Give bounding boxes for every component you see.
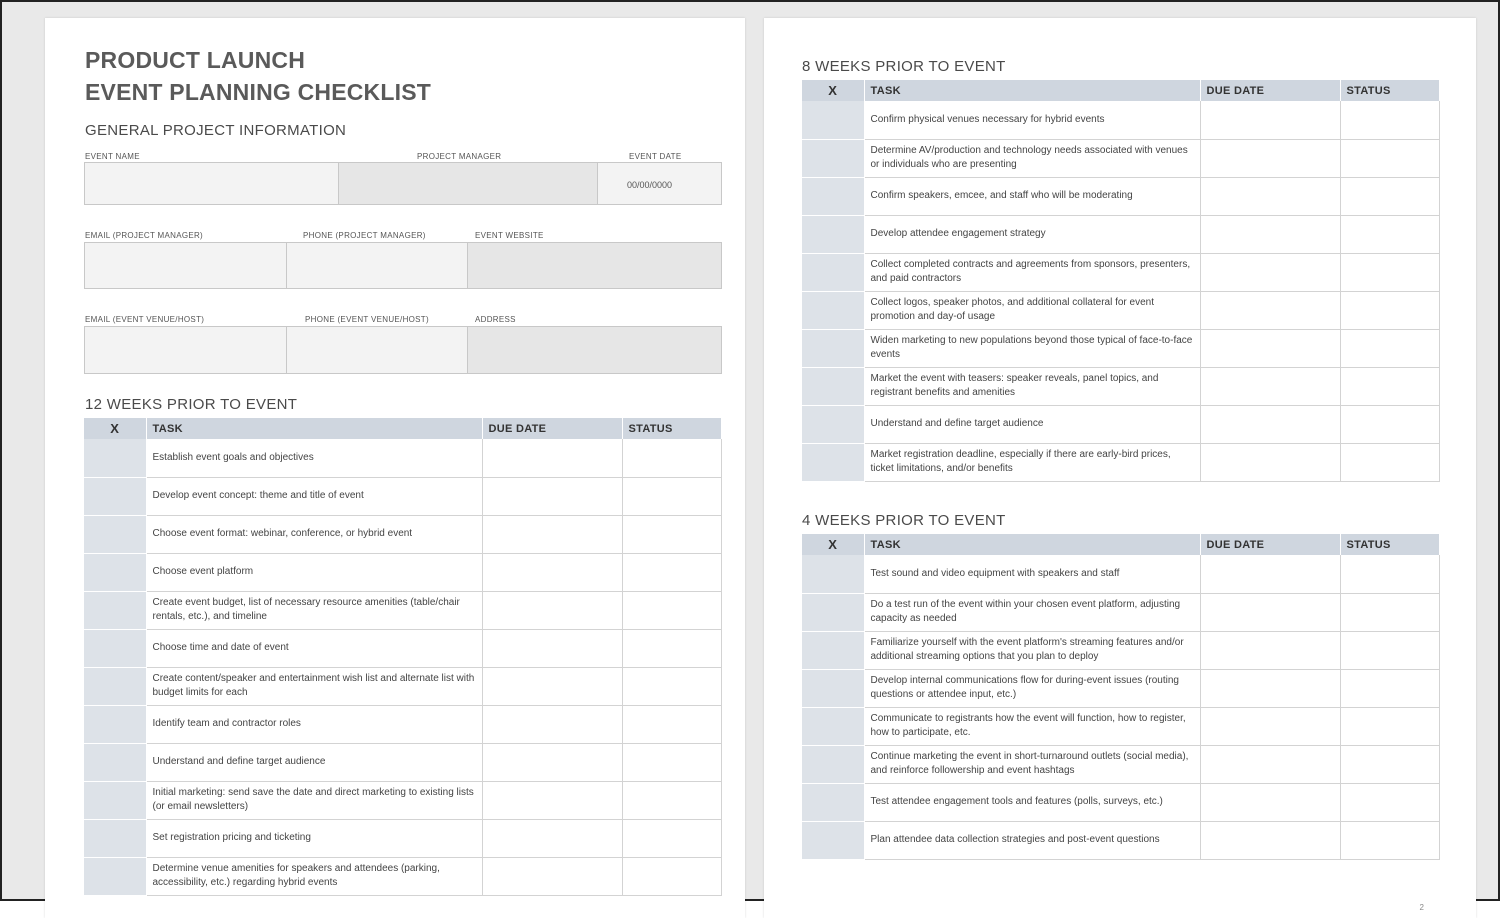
table-row xyxy=(802,367,1439,405)
complete-checkbox-cell[interactable] xyxy=(84,781,146,819)
status-column-header: STATUS xyxy=(1340,534,1439,555)
task-cell: Test sound and video equipment with speakers and staff xyxy=(864,555,1200,593)
due-date-cell[interactable] xyxy=(482,515,622,553)
status-cell[interactable] xyxy=(1340,783,1439,821)
task-cell: Set registration pricing and ticketing xyxy=(146,819,482,857)
task-cell: Plan attendee data collection strategies and post-event questions xyxy=(864,821,1200,859)
due-date-cell[interactable] xyxy=(482,781,622,819)
table-row xyxy=(802,405,1439,443)
due-date-cell[interactable] xyxy=(1200,253,1340,291)
complete-checkbox-cell[interactable] xyxy=(84,819,146,857)
table-row xyxy=(802,177,1439,215)
table-row xyxy=(84,515,721,553)
page-number: 2 xyxy=(1419,903,1424,912)
table-row xyxy=(84,705,721,743)
due-date-cell[interactable] xyxy=(1200,367,1340,405)
complete-checkbox-cell[interactable] xyxy=(802,555,864,593)
status-cell[interactable] xyxy=(1340,593,1439,631)
status-cell[interactable] xyxy=(622,591,721,629)
weeks4-heading: 4 WEEKS PRIOR TO EVENT xyxy=(802,512,1006,529)
status-column-header: STATUS xyxy=(1340,80,1439,101)
task-cell: Choose event format: webinar, conference, or hybrid event xyxy=(146,515,482,553)
status-cell[interactable] xyxy=(622,515,721,553)
due-date-cell[interactable] xyxy=(1200,405,1340,443)
task-cell: Collect logos, speaker photos, and additional collateral for event promotion and day-of usage xyxy=(864,291,1200,329)
status-cell[interactable] xyxy=(622,705,721,743)
email-venue-label: EMAIL (EVENT VENUE/HOST) xyxy=(85,315,205,324)
x-column-header: X xyxy=(84,418,146,439)
task-cell: Understand and define target audience xyxy=(864,405,1200,443)
due-date-cell[interactable] xyxy=(1200,555,1340,593)
due-date-column-header: DUE DATE xyxy=(482,418,622,439)
table-row xyxy=(84,819,721,857)
due-date-cell[interactable] xyxy=(1200,291,1340,329)
due-date-cell[interactable] xyxy=(1200,177,1340,215)
due-date-cell[interactable] xyxy=(482,667,622,705)
status-cell[interactable] xyxy=(622,553,721,591)
table-row xyxy=(84,477,721,515)
page-2 xyxy=(764,18,1476,918)
due-date-cell[interactable] xyxy=(1200,669,1340,707)
general-info-heading: GENERAL PROJECT INFORMATION xyxy=(85,122,347,139)
complete-checkbox-cell[interactable] xyxy=(802,783,864,821)
phone-venue-label: PHONE (EVENT VENUE/HOST) xyxy=(305,315,429,324)
complete-checkbox-cell[interactable] xyxy=(84,743,146,781)
table-row xyxy=(802,443,1439,481)
status-cell[interactable] xyxy=(1340,367,1439,405)
complete-checkbox-cell[interactable] xyxy=(802,215,864,253)
complete-checkbox-cell[interactable] xyxy=(802,745,864,783)
task-cell: Initial marketing: send save the date and direct marketing to existing lists (or email newsletters) xyxy=(146,781,482,819)
table-row xyxy=(84,629,721,667)
status-cell[interactable] xyxy=(1340,821,1439,859)
table-row xyxy=(802,745,1439,783)
due-date-cell[interactable] xyxy=(1200,443,1340,481)
table-row xyxy=(802,821,1439,859)
table-row xyxy=(802,253,1439,291)
complete-checkbox-cell[interactable] xyxy=(802,821,864,859)
table-row xyxy=(802,291,1439,329)
weeks12-heading: 12 WEEKS PRIOR TO EVENT xyxy=(85,396,298,413)
document-title xyxy=(85,44,431,108)
due-date-cell[interactable] xyxy=(1200,783,1340,821)
due-date-cell[interactable] xyxy=(1200,631,1340,669)
due-date-cell[interactable] xyxy=(1200,707,1340,745)
table-row xyxy=(84,439,721,477)
project-manager-field[interactable] xyxy=(338,162,598,205)
task-cell: Familiarize yourself with the event platform's streaming features and/or additional streaming options that you plan to deploy xyxy=(864,631,1200,669)
complete-checkbox-cell[interactable] xyxy=(84,477,146,515)
status-cell[interactable] xyxy=(1340,707,1439,745)
table-row xyxy=(802,783,1439,821)
task-cell: Choose event platform xyxy=(146,553,482,591)
complete-checkbox-cell[interactable] xyxy=(802,139,864,177)
complete-checkbox-cell[interactable] xyxy=(84,553,146,591)
address-field[interactable] xyxy=(467,326,722,374)
x-column-header: X xyxy=(802,80,864,101)
due-date-column-header: DUE DATE xyxy=(1200,534,1340,555)
due-date-cell[interactable] xyxy=(482,819,622,857)
due-date-cell[interactable] xyxy=(482,743,622,781)
event-website-field[interactable] xyxy=(467,242,722,289)
complete-checkbox-cell[interactable] xyxy=(802,367,864,405)
complete-checkbox-cell[interactable] xyxy=(84,439,146,477)
complete-checkbox-cell[interactable] xyxy=(84,515,146,553)
table-row xyxy=(84,857,721,895)
table-row xyxy=(802,707,1439,745)
task-cell: Collect completed contracts and agreements from sponsors, presenters, and paid contractors xyxy=(864,253,1200,291)
due-date-cell[interactable] xyxy=(1200,821,1340,859)
due-date-cell[interactable] xyxy=(1200,139,1340,177)
task-cell: Do a test run of the event within your chosen event platform, adjusting capacity as needed xyxy=(864,593,1200,631)
status-cell[interactable] xyxy=(1340,291,1439,329)
complete-checkbox-cell[interactable] xyxy=(84,705,146,743)
table-row xyxy=(84,743,721,781)
complete-checkbox-cell[interactable] xyxy=(84,857,146,895)
page-1 xyxy=(45,18,745,918)
task-cell: Continue marketing the event in short-turnaround outlets (social media), and reinforce followership and event hashtags xyxy=(864,745,1200,783)
status-cell[interactable] xyxy=(1340,443,1439,481)
title-line-1: PRODUCT LAUNCH xyxy=(85,47,306,73)
status-cell[interactable] xyxy=(622,477,721,515)
status-cell[interactable] xyxy=(1340,745,1439,783)
task-cell: Identify team and contractor roles xyxy=(146,705,482,743)
task-column-header: TASK xyxy=(864,534,1200,555)
complete-checkbox-cell[interactable] xyxy=(802,253,864,291)
task-cell: Develop attendee engagement strategy xyxy=(864,215,1200,253)
weeks8-heading: 8 WEEKS PRIOR TO EVENT xyxy=(802,58,1006,75)
task-cell: Create event budget, list of necessary resource amenities (table/chair rentals, etc.), and timeline xyxy=(146,591,482,629)
task-column-header: TASK xyxy=(146,418,482,439)
task-cell: Establish event goals and objectives xyxy=(146,439,482,477)
table-row xyxy=(802,555,1439,593)
project-manager-label: PROJECT MANAGER xyxy=(417,152,502,161)
due-date-cell[interactable] xyxy=(1200,593,1340,631)
table-row xyxy=(802,329,1439,367)
status-cell[interactable] xyxy=(622,743,721,781)
due-date-cell[interactable] xyxy=(482,629,622,667)
table-row xyxy=(802,139,1439,177)
complete-checkbox-cell[interactable] xyxy=(802,443,864,481)
status-cell[interactable] xyxy=(1340,329,1439,367)
complete-checkbox-cell[interactable] xyxy=(802,631,864,669)
task-cell: Choose time and date of event xyxy=(146,629,482,667)
complete-checkbox-cell[interactable] xyxy=(802,405,864,443)
due-date-column-header: DUE DATE xyxy=(1200,80,1340,101)
status-cell[interactable] xyxy=(1340,139,1439,177)
status-cell[interactable] xyxy=(622,629,721,667)
due-date-cell[interactable] xyxy=(1200,101,1340,139)
task-cell: Create content/speaker and entertainment wish list and alternate list with budget limits for each xyxy=(146,667,482,705)
complete-checkbox-cell[interactable] xyxy=(802,707,864,745)
complete-checkbox-cell[interactable] xyxy=(84,591,146,629)
due-date-cell[interactable] xyxy=(1200,215,1340,253)
status-cell[interactable] xyxy=(622,857,721,895)
phone-pm-label: PHONE (PROJECT MANAGER) xyxy=(303,231,426,240)
complete-checkbox-cell[interactable] xyxy=(84,667,146,705)
task-cell: Develop internal communications flow for during-event issues (routing questions or attendee input, etc.) xyxy=(864,669,1200,707)
task-cell: Market registration deadline, especially if there are early-bird prices, ticket limitations, and/or benefits xyxy=(864,443,1200,481)
weeks8-table xyxy=(802,80,1440,482)
weeks4-table xyxy=(802,534,1440,860)
weeks12-table xyxy=(84,418,722,896)
due-date-cell[interactable] xyxy=(482,439,622,477)
email-venue-field[interactable] xyxy=(84,326,287,374)
status-cell[interactable] xyxy=(1340,177,1439,215)
task-cell: Determine AV/production and technology needs associated with venues or individuals who are presenting xyxy=(864,139,1200,177)
table-row xyxy=(802,669,1439,707)
status-cell[interactable] xyxy=(1340,253,1439,291)
table-row xyxy=(84,667,721,705)
task-cell: Understand and define target audience xyxy=(146,743,482,781)
table-row xyxy=(802,631,1439,669)
due-date-cell[interactable] xyxy=(482,477,622,515)
status-cell[interactable] xyxy=(622,781,721,819)
x-column-header: X xyxy=(802,534,864,555)
status-column-header: STATUS xyxy=(622,418,721,439)
task-cell: Market the event with teasers: speaker reveals, panel topics, and registrant benefits and amenities xyxy=(864,367,1200,405)
status-cell[interactable] xyxy=(1340,101,1439,139)
status-cell[interactable] xyxy=(1340,555,1439,593)
status-cell[interactable] xyxy=(622,439,721,477)
email-pm-field[interactable] xyxy=(84,242,287,289)
due-date-cell[interactable] xyxy=(1200,329,1340,367)
complete-checkbox-cell[interactable] xyxy=(802,329,864,367)
task-cell: Confirm physical venues necessary for hybrid events xyxy=(864,101,1200,139)
status-cell[interactable] xyxy=(1340,669,1439,707)
task-cell: Test attendee engagement tools and features (polls, surveys, etc.) xyxy=(864,783,1200,821)
email-pm-label: EMAIL (PROJECT MANAGER) xyxy=(85,231,204,240)
table-row xyxy=(84,553,721,591)
due-date-cell[interactable] xyxy=(482,553,622,591)
complete-checkbox-cell[interactable] xyxy=(802,291,864,329)
complete-checkbox-cell[interactable] xyxy=(802,177,864,215)
table-row xyxy=(802,593,1439,631)
title-line-2: EVENT PLANNING CHECKLIST xyxy=(85,79,431,105)
phone-venue-field[interactable] xyxy=(286,326,468,374)
task-cell: Communicate to registrants how the event will function, how to register, how to participate, etc. xyxy=(864,707,1200,745)
phone-pm-field[interactable] xyxy=(286,242,468,289)
complete-checkbox-cell[interactable] xyxy=(802,669,864,707)
task-cell: Confirm speakers, emcee, and staff who will be moderating xyxy=(864,177,1200,215)
table-row xyxy=(84,781,721,819)
table-row xyxy=(84,591,721,629)
due-date-cell[interactable] xyxy=(482,857,622,895)
task-column-header: TASK xyxy=(864,80,1200,101)
status-cell[interactable] xyxy=(622,819,721,857)
event-website-label: EVENT WEBSITE xyxy=(475,231,544,240)
task-cell: Determine venue amenities for speakers and attendees (parking, accessibility, etc.) regarding hybrid events xyxy=(146,857,482,895)
due-date-cell[interactable] xyxy=(482,705,622,743)
complete-checkbox-cell[interactable] xyxy=(84,629,146,667)
event-date-value: 00/00/0000 xyxy=(627,180,673,190)
table-row xyxy=(802,215,1439,253)
status-cell[interactable] xyxy=(622,667,721,705)
address-label: ADDRESS xyxy=(475,315,516,324)
event-date-label: EVENT DATE xyxy=(629,152,682,161)
event-name-label: EVENT NAME xyxy=(85,152,140,161)
event-name-field[interactable] xyxy=(84,162,339,205)
status-cell[interactable] xyxy=(1340,631,1439,669)
task-cell: Develop event concept: theme and title of event xyxy=(146,477,482,515)
status-cell[interactable] xyxy=(1340,215,1439,253)
status-cell[interactable] xyxy=(1340,405,1439,443)
complete-checkbox-cell[interactable] xyxy=(802,593,864,631)
due-date-cell[interactable] xyxy=(482,591,622,629)
complete-checkbox-cell[interactable] xyxy=(802,101,864,139)
due-date-cell[interactable] xyxy=(1200,745,1340,783)
task-cell: Widen marketing to new populations beyond those typical of face-to-face events xyxy=(864,329,1200,367)
table-row xyxy=(802,101,1439,139)
